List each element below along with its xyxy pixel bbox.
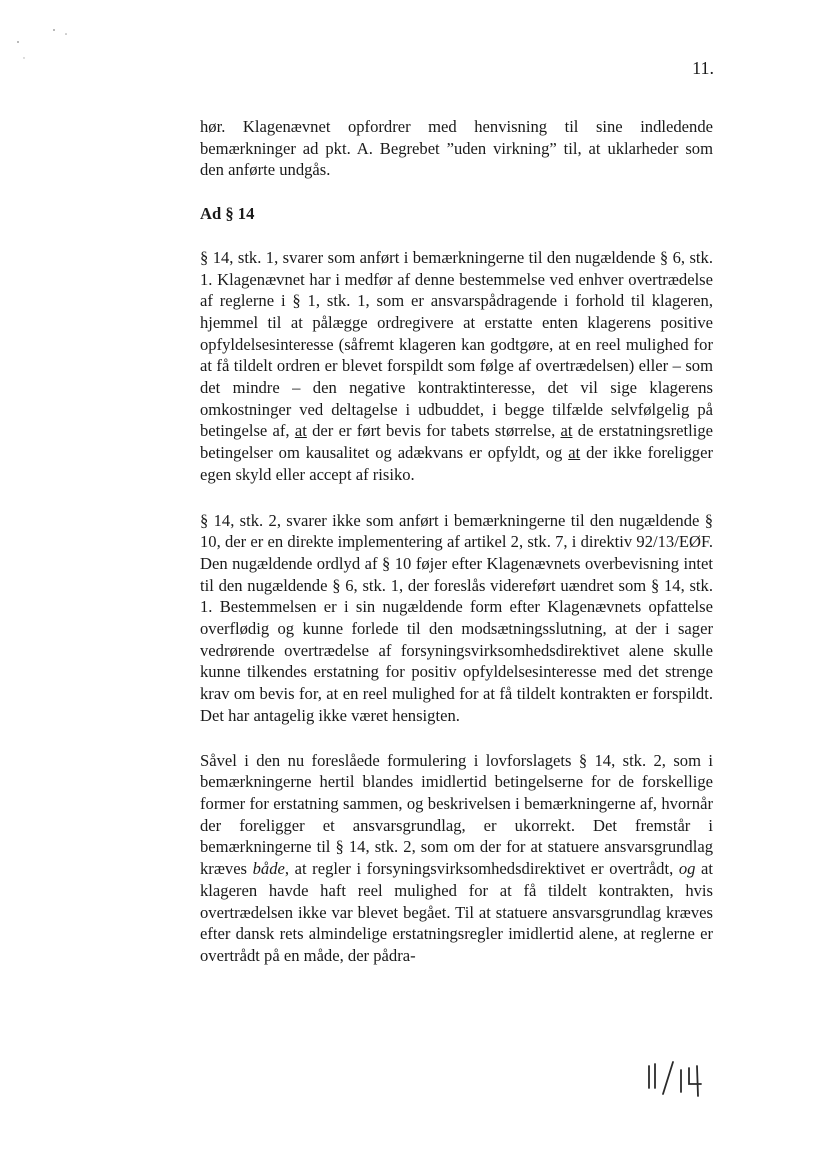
paragraph-4	[200, 750, 713, 967]
paragraph-2-part-a: § 14, stk. 1, svarer som anført i bemærkningerne til den nugældende § 6, stk. 1. Klagenævnet har i medfør af denne bestemmelse ved enhver overtrædelse af reglerne i § 1, stk. 1, som er ansvarspådragende i forhold til klageren, hjemmel til at pålægge ordregivere at erstatte enten klagerens positive opfyldelsesinteresse (såfremt klageren kan godtgøre, at en reel mulighed for at få tildelt ordren er blevet forspildt som følge af overtrædelsen) eller – som det mindre – den negative kontraktinteresse, det vil sige klagerens omkostninger ved deltagelse i udbuddet, i begge tilfælde selvfølgelig på betingelse af,	[200, 247, 713, 441]
paragraph-2-part-c: de erstatningsretlige betingelser om kausalitet og adækvans er opfyldt, og	[200, 421, 713, 463]
italic-og: og	[678, 859, 696, 879]
scan-specks	[14, 26, 84, 66]
paragraph-2	[200, 247, 713, 486]
paragraph-4-part-b: , at regler i forsyningsvirksomhedsdirektivet er overtrådt,	[284, 859, 679, 879]
italic-bade: både	[252, 859, 285, 879]
paragraph-2-part-d: der ikke foreligger egen skyld eller accept af risiko.	[200, 443, 713, 484]
underlined-at-1: at	[294, 421, 307, 441]
paragraph-4-part-c: at klageren havde haft reel mulighed for at få tildelt kontrakten, hvis overtrædelsen ikke var blevet begået. Til at statuere ansvarsgrundlag kræves efter dansk rets almindelige erstatningsregler imidlertid alene, at reglerne er overtrådt på en måde, der pådra-	[200, 859, 713, 965]
document-body	[200, 116, 713, 967]
handwritten-page-mark	[643, 1060, 707, 1098]
paragraph-3: § 14, stk. 2, svarer ikke som anført i bemærkningerne til den nugældende § 10, der er en direkte implementering af artikel 2, stk. 7, i direktiv 92/13/EØF. Den nugældende ordlyd af § 10 føjer efter Klagenævnets overbevisning intet til den nugældende § 6, stk. 1, der foreslås videreført uændret som § 14, stk. 1. Bestemmelsen er i sin nugældende form efter Klagenævnets opfattelse overflødig og kunne forlede til den modsætningsslutning, at der i sager vedrørende overtrædelse af forsyningsvirksomhedsdirektivet alene skulle kunne tilkendes erstatning for positiv opfyldelsesinteresse med det strenge krav om bevis for, at en reel mulighed for at få tildelt kontrakten er forspildt. Det har antagelig ikke været hensigten.	[200, 510, 713, 725]
section-heading: Ad § 14	[200, 204, 255, 224]
paragraph-1: hør. Klagenævnet opfordrer med henvisning til sine indledende bemærkninger ad pkt. A. Begrebet ”uden virkning” til, at uklarheder som den anførte undgås.	[200, 117, 713, 180]
paragraph-4-part-a: Såvel i den nu foreslåede formulering i lovforslagets § 14, stk. 2, som i bemærkningerne hertil blandes imidlertid betingelserne for de forskellige former for erstatning sammen, og beskrivelsen i bemærkningerne af, hvornår der foreligger et ansvarsgrundlag, er ukorrekt. Det fremstår i bemærkningerne til § 14, stk. 2, som om der for at statuere ansvarsgrundlag kræves	[200, 750, 713, 879]
paragraph-2-part-b: der er ført bevis for tabets størrelse,	[306, 421, 561, 441]
underlined-at-2: at	[560, 421, 573, 441]
page-number: 11.	[692, 58, 714, 78]
underlined-at-3: at	[568, 443, 581, 463]
